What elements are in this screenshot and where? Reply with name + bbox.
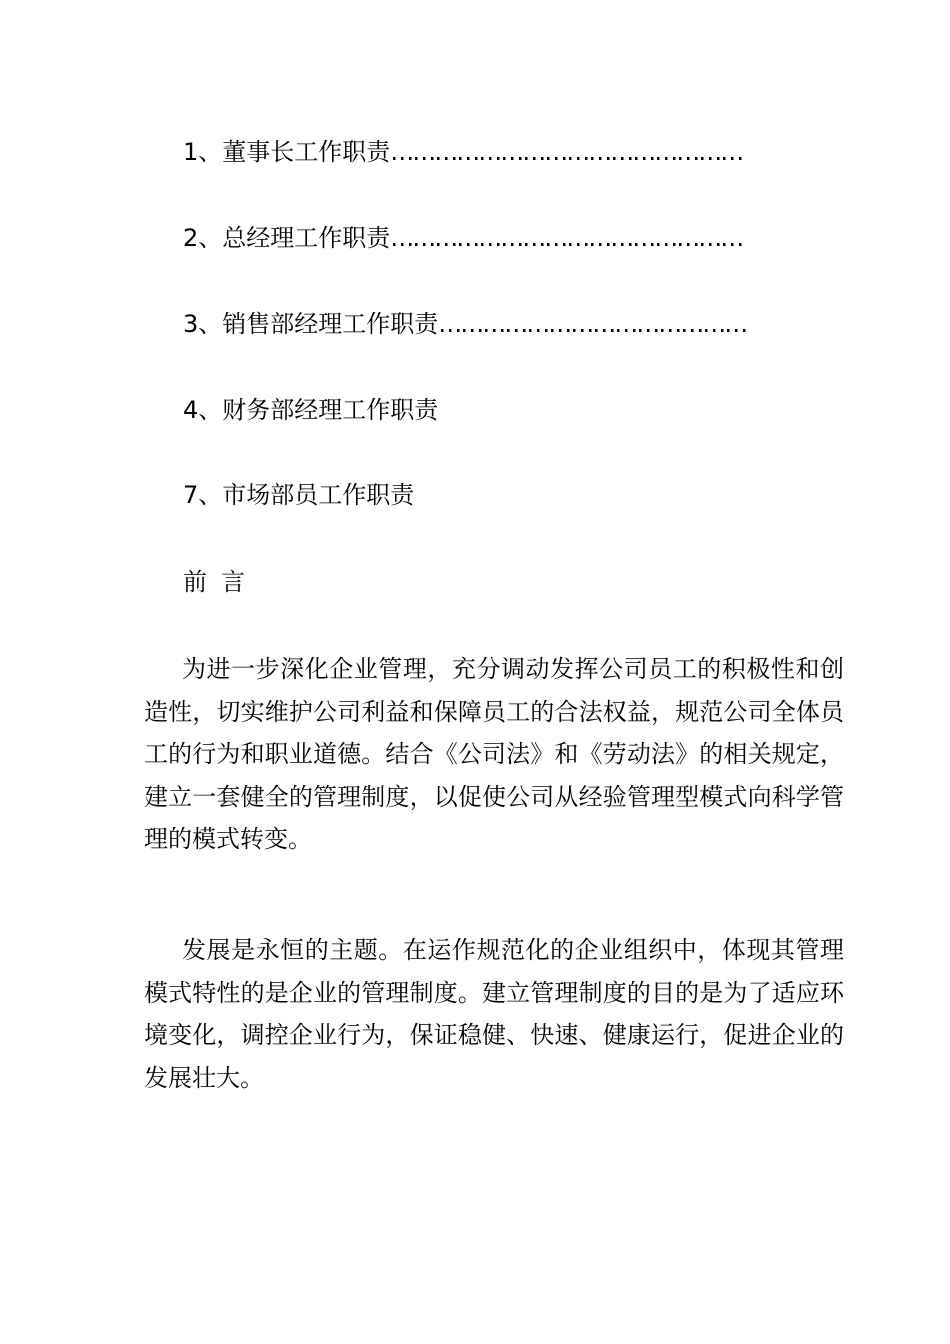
toc-item-label: 3、销售部经理工作职责 xyxy=(183,310,439,338)
toc-item-sales-manager xyxy=(183,309,746,339)
toc-dot-leader: ………………………………………… xyxy=(390,224,743,252)
preface-paragraph: 为进一步深化企业管理，充分调动发挥公司员工的积极性和创造性，切实维护公司利益和保障员工的合法权益，规范公司全体员工的行为和职业道德。结合《公司法》和《劳动法》的相关规定，建立一套健全的管理制度，以促使公司从经验管理型模式向科学管理的模式转变。 xyxy=(144,655,844,853)
preface-paragraph: 发展是永恒的主题。在运作规范化的企业组织中，体现其管理模式特性的是企业的管理制度。建立管理制度的目的是为了适应环境变化，调控企业行为，保证稳健、快速、健康运行，促进企业的发展壮大。 xyxy=(144,936,844,1092)
toc-item-label: 4、财务部经理工作职责 xyxy=(183,396,439,424)
toc-item-finance-manager xyxy=(183,395,438,425)
toc-item-marketing-staff xyxy=(183,480,414,510)
toc-dot-leader: ………………………………………… xyxy=(390,138,743,166)
toc-item-label: 7、市场部员工作职责 xyxy=(183,481,415,509)
toc-item-general-manager xyxy=(183,223,742,253)
toc-item-label: 1、董事长工作职责 xyxy=(183,138,391,166)
toc-dot-leader: …………………………………… xyxy=(438,310,747,338)
toc-item-label: 2、总经理工作职责 xyxy=(183,224,391,252)
preface-heading: 前言 xyxy=(183,568,259,596)
toc-item-chairman xyxy=(183,137,742,167)
